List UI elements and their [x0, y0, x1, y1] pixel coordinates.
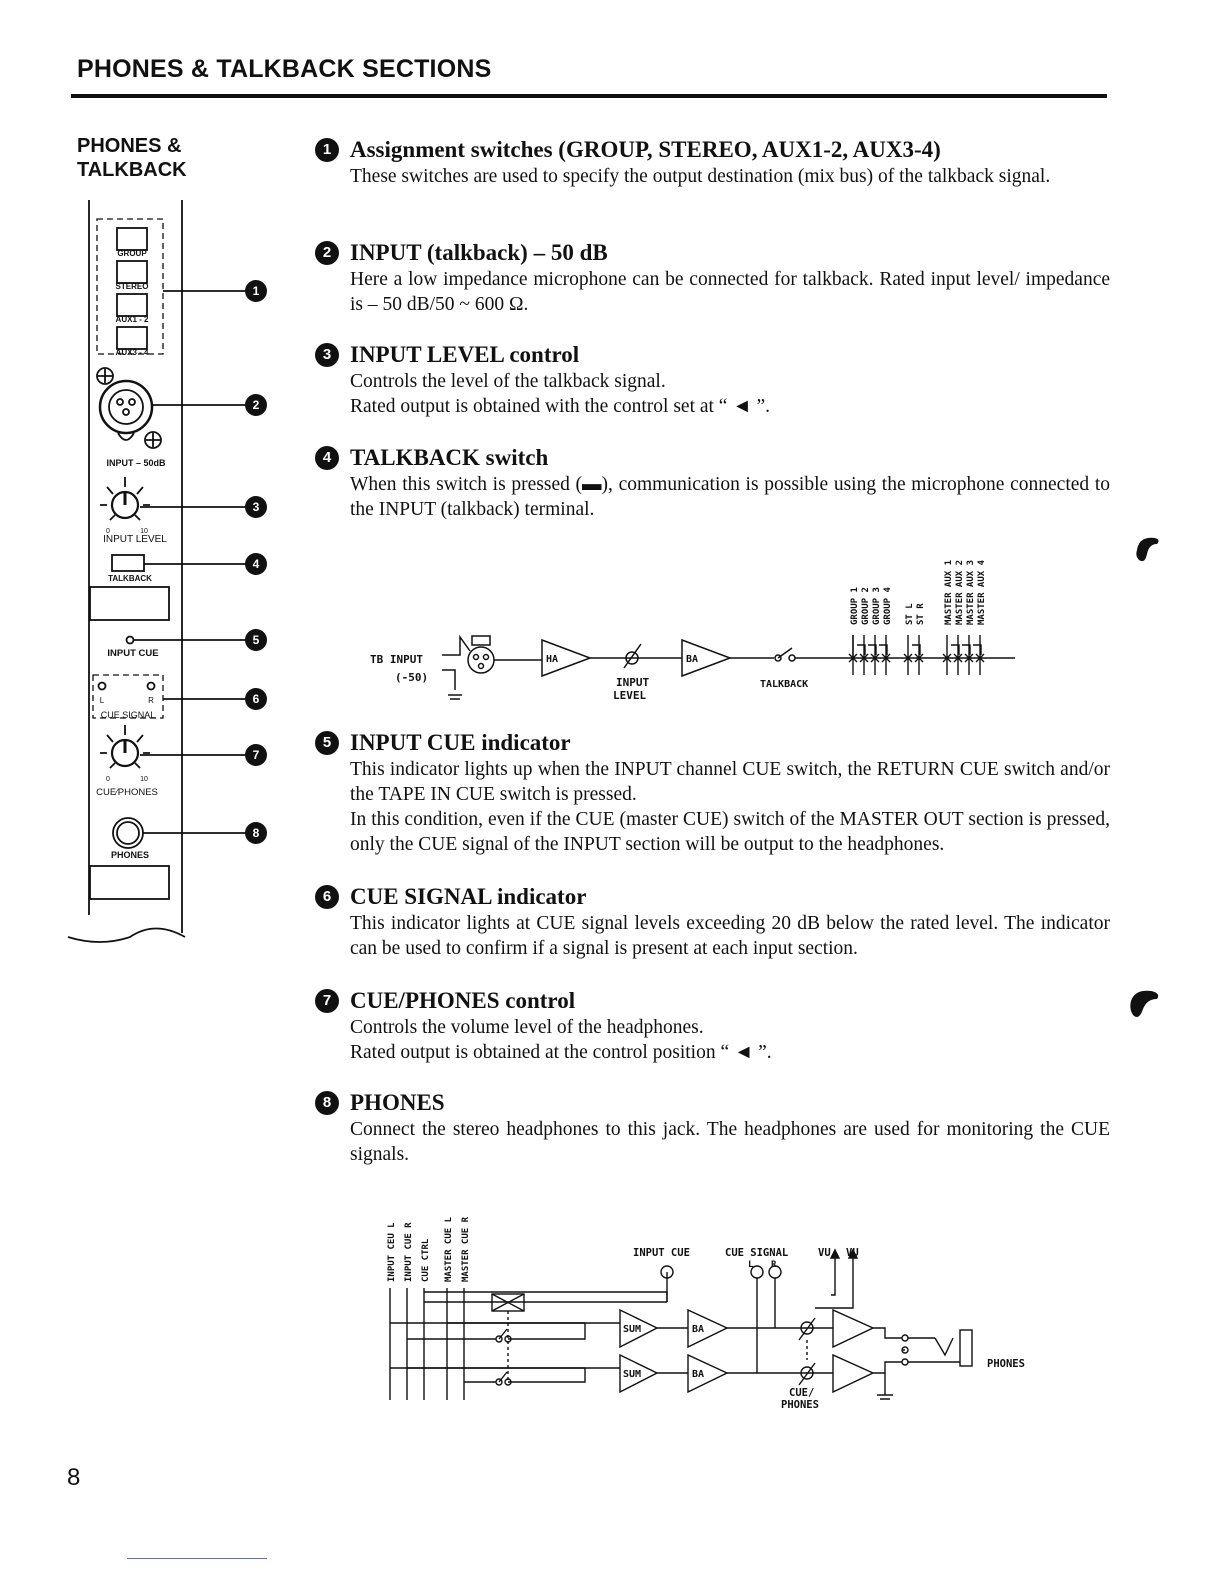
sidebar-title-line1: PHONES & [77, 135, 182, 157]
item-cue-signal-indicator [315, 883, 1110, 961]
bottom-link-rule [127, 1558, 267, 1559]
item-paragraph: When this switch is pressed (▬), communication is possible using the microphone connected to the INPUT (talkback) terminal. [350, 474, 1110, 520]
callout-number-4: 4 [252, 557, 260, 571]
panel-curve [68, 929, 185, 943]
item-title: Assignment switches (GROUP, STEREO, AUX1-2, AUX3-4) [350, 137, 941, 162]
bus-label-input-cue-l: INPUT CEU L [387, 1222, 397, 1282]
blank-panel-2 [90, 866, 169, 899]
item-paragraph: In this condition, even if the CUE (master CUE) switch of the MASTER OUT section is pressed, only the CUE signal of the INPUT section will be output to the headphones. [350, 809, 1110, 855]
item-number-badge: 5 [315, 731, 339, 755]
bus-label-group-1: GROUP 1 [850, 587, 860, 625]
switch-group [117, 228, 147, 250]
cue-signal-led-l [99, 683, 106, 690]
cue-phones-diagram-label-1: CUE/ [789, 1387, 815, 1399]
cue-r-label: R [148, 696, 154, 705]
input-cue-led [127, 637, 134, 644]
item-input-level-control [315, 341, 1110, 419]
header-rule [71, 94, 1107, 98]
bus-label-group-2: GROUP 2 [861, 587, 871, 625]
item-paragraph: These switches are used to specify the output destination (mix bus) of the talkback signal. [350, 166, 1051, 187]
knob2-min-label: 0 [106, 776, 110, 783]
phones-jack-symbol [960, 1330, 972, 1366]
item-paragraph: Rated output is obtained at the control position “ ◄ ”. [350, 1042, 772, 1063]
output-amp-2 [833, 1355, 873, 1392]
callout-number-6: 6 [252, 692, 260, 706]
callout-number-7: 7 [252, 748, 260, 762]
sum-label-2: SUM [623, 1369, 642, 1380]
bus-label-master-aux-1: MASTER AUX 1 [944, 559, 954, 625]
item-talkback-switch [315, 444, 1110, 522]
cue-signal-led-r [148, 683, 155, 690]
bus-label-input-cue-r: INPUT CUE R [404, 1222, 414, 1282]
page-header-title: PHONES & TALKBACK SECTIONS [77, 55, 492, 83]
item-paragraph: Controls the level of the talkback signal. [350, 371, 666, 392]
item-paragraph: Here a low impedance microphone can be connected for talkback. Rated input level/ impedance is – 50 dB/50 ~ 600 Ω. [350, 269, 1110, 315]
item-title: CUE SIGNAL indicator [350, 884, 587, 909]
item-paragraph: Rated output is obtained with the control set at “ ◄ ”. [350, 396, 771, 417]
cue-signal-diagram-label: CUE SIGNAL [725, 1247, 789, 1259]
item-input-cue-indicator [315, 729, 1110, 857]
ba-label: BA [686, 654, 699, 665]
tb-input-label: TB INPUT [370, 653, 423, 666]
phones-block-diagram [375, 1190, 1075, 1420]
input-level-line2: LEVEL [613, 689, 647, 702]
ha-label: HA [546, 654, 559, 665]
cue-signal-l-label: L [748, 1260, 754, 1270]
talkback-label: TALKBACK [108, 574, 152, 583]
bus-label-group-3: GROUP 3 [872, 587, 882, 625]
ba-label-2: BA [692, 1369, 705, 1380]
item-number-badge: 2 [315, 241, 339, 265]
tb-input-level-label: (-50) [395, 671, 429, 684]
phones-diagram-label: PHONES [987, 1358, 1025, 1370]
callout-number-1: 1 [252, 284, 260, 298]
item-number-badge: 1 [315, 138, 339, 162]
knob1-min-label: 0 [106, 528, 110, 535]
item-cue-phones-control [315, 987, 1110, 1065]
switch-label-aux1-2: AUX1 - 2 [115, 315, 149, 324]
item-number-badge: 8 [315, 1091, 339, 1115]
cue-signal-r-label: R [771, 1260, 777, 1270]
switch-stereo [117, 261, 147, 283]
talkback-switch-button [112, 555, 144, 571]
item-title: TALKBACK switch [350, 445, 549, 470]
callout-number-5: 5 [252, 633, 260, 647]
knob1-max-label: 10 [140, 528, 148, 535]
bus-label-st-l: ST L [905, 603, 915, 625]
bus-label-st-r: ST R [916, 603, 926, 625]
switch-aux1-2 [117, 294, 147, 316]
talkback-diagram-label: TALKBACK [760, 679, 809, 690]
phones-label: PHONES [110, 850, 150, 860]
callout-number-8: 8 [252, 826, 260, 840]
bus-label-master-cue-r: MASTER CUE R [461, 1216, 471, 1282]
callout-number-3: 3 [252, 500, 260, 514]
xlr-inner [109, 390, 143, 424]
callout-number-2: 2 [252, 398, 260, 412]
sum-label-1: SUM [623, 1324, 642, 1335]
talkback-switch-contact-2 [789, 655, 795, 661]
input-cue-label: INPUT CUE [107, 648, 159, 659]
item-paragraph: This indicator lights up when the INPUT channel CUE switch, the RETURN CUE switch and/or the TAPE IN CUE switch is pressed. [350, 759, 1110, 805]
input-level-label: INPUT LEVEL [103, 534, 167, 545]
cue-signal-label: CUE SIGNAL [100, 710, 156, 720]
item-number-badge: 7 [315, 989, 339, 1013]
output-amp-1 [833, 1310, 873, 1347]
switch-aux3-4 [117, 327, 147, 349]
item-number-badge: 3 [315, 343, 339, 367]
panel-outline [89, 200, 182, 933]
sidebar-title [77, 134, 187, 182]
switch-label-aux3-4: AUX3 - 4 [115, 348, 149, 357]
talkback-block-diagram [360, 535, 1040, 710]
cue-phones-diagram-label-2: PHONES [781, 1399, 819, 1411]
bus-label-master-cue-l: MASTER CUE L [444, 1216, 454, 1282]
item-title: PHONES [350, 1090, 445, 1115]
item-paragraph: Connect the stereo headphones to this jack. The headphones are used for monitoring the CUE signals. [350, 1119, 1110, 1165]
item-assignment-switches [315, 136, 1110, 189]
front-panel-illustration [60, 195, 270, 955]
input-label: INPUT – 50dB [106, 458, 166, 468]
bus-label-master-aux-4: MASTER AUX 4 [977, 559, 987, 625]
knob2-max-label: 10 [140, 776, 148, 783]
input-level-line1: INPUT [616, 676, 650, 689]
input-cue-diagram-label: INPUT CUE [633, 1247, 690, 1259]
blank-panel-1 [90, 587, 169, 620]
bus-label-group-4: GROUP 4 [883, 587, 893, 625]
xlr-outer-ring [100, 381, 152, 433]
item-title: INPUT (talkback) – 50 dB [350, 240, 608, 265]
item-number-badge: 6 [315, 885, 339, 909]
item-phones [315, 1089, 1110, 1167]
vu-label-1: VU [818, 1247, 831, 1259]
punch-hole-mark-2 [1127, 985, 1167, 1025]
phones-jack-inner [117, 822, 139, 844]
bus-label-cue-ctrl: CUE CTRL [421, 1238, 431, 1282]
switch-label-stereo: STEREO [115, 282, 149, 291]
page-number: 8 [67, 1464, 81, 1491]
item-title: INPUT LEVEL control [350, 342, 580, 367]
item-paragraph: This indicator lights at CUE signal levels exceeding 20 dB below the rated level. The indicator can be used to confirm if a signal is present at each input section. [350, 913, 1110, 959]
bus-label-master-aux-2: MASTER AUX 2 [955, 559, 965, 625]
bus-label-master-aux-3: MASTER AUX 3 [966, 559, 976, 625]
item-number-badge: 4 [315, 446, 339, 470]
sidebar-title-line2: TALKBACK [77, 159, 187, 181]
item-talkback-input [315, 239, 1110, 317]
item-title: CUE/PHONES control [350, 988, 576, 1013]
item-title: INPUT CUE indicator [350, 730, 571, 755]
punch-hole-mark-1 [1133, 532, 1169, 568]
vu-label-2: VU [846, 1247, 859, 1259]
cue-phones-label: CUE∕PHONES [96, 787, 158, 798]
ba-label-1: BA [692, 1324, 705, 1335]
item-paragraph: Controls the volume level of the headphones. [350, 1017, 704, 1038]
cue-l-label: L [99, 696, 105, 705]
switch-label-group: GROUP [117, 249, 147, 258]
